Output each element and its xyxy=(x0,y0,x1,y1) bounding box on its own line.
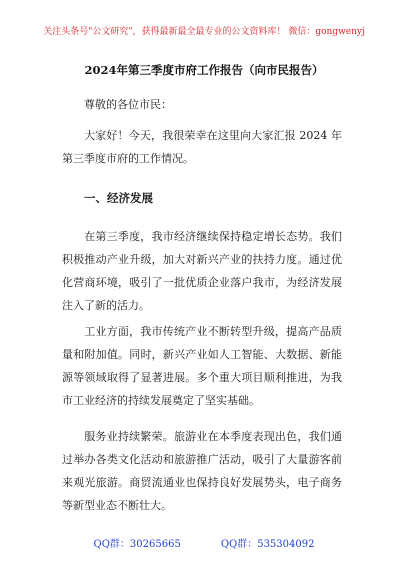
document-title: 2024年第三季度市府工作报告（向市民报告） xyxy=(84,63,324,77)
paragraph-1-text: 在第三季度，我市经济继续保持稳定增长态势。我们积极推动产业升级，加大对新兴产业的扶持力度。通过优化营商环境，吸引了一批优质企业落户我市，为经济发展注入了新的活力。 xyxy=(62,230,342,312)
section-heading: 一、经济发展 xyxy=(84,191,153,205)
paragraph-2 xyxy=(62,320,342,412)
paragraph-3-text: 服务业持续繁荣。旅游业在本季度表现出色，我们通过举办各类文化活动和旅游推广活动，吸引了大量游客前来观光旅游。商贸流通业也保持良好发展势头，电子商务等新型业态不断壮大。 xyxy=(62,430,342,512)
paragraph-1 xyxy=(62,225,342,317)
footer-qq-group-2: QQ群：535304092 xyxy=(220,539,315,550)
header-note: 关注头条号"公文研究"，获得最新最全最专业的公文资料库！ 微信：gongwenyj xyxy=(43,27,365,37)
footer xyxy=(0,535,408,550)
intro-paragraph xyxy=(62,124,342,170)
intro-text: 大家好！今天，我很荣幸在这里向大家汇报 2024 年第三季度市府的工作情况。 xyxy=(62,129,342,165)
paragraph-2-text: 工业方面，我市传统产业不断转型升级，提高产品质量和附加值。同时，新兴产业如人工智能、大数据、新能源等领域取得了显著进展。多个重大项目顺利推进，为我市工业经济的持续发展奠定了坚实基础。 xyxy=(62,325,342,407)
footer-qq-group-1: QQ群：30265665 xyxy=(93,539,181,550)
paragraph-3 xyxy=(62,425,342,517)
greeting: 尊敬的各位市民： xyxy=(84,98,172,111)
